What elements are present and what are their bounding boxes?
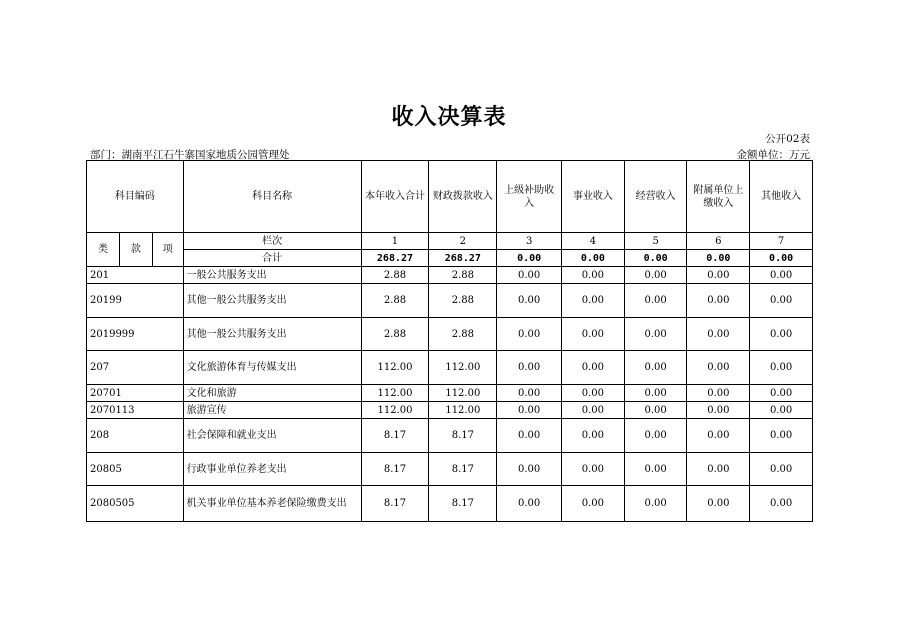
total-value: 0.00 <box>562 250 625 267</box>
form-number: 公开02表 <box>765 133 810 145</box>
row-name: 文化和旅游 <box>183 385 361 402</box>
row-code: 2019999 <box>87 318 184 351</box>
row-value: 0.00 <box>624 318 687 351</box>
row-name: 其他一般公共服务支出 <box>183 284 361 318</box>
row-code: 20701 <box>87 385 184 402</box>
row-value: 0.00 <box>687 284 750 318</box>
row-value: 0.00 <box>562 284 625 318</box>
total-value: 0.00 <box>624 250 687 267</box>
header-row <box>87 161 813 233</box>
row-value: 0.00 <box>497 351 562 385</box>
row-value: 2.88 <box>361 284 429 318</box>
row-value: 0.00 <box>562 267 625 284</box>
total-value: 268.27 <box>361 250 429 267</box>
table-row <box>87 351 813 385</box>
row-value: 0.00 <box>624 267 687 284</box>
col-num: 7 <box>750 233 813 250</box>
totals-label: 合计 <box>183 250 361 267</box>
header-total: 本年收入合计 <box>361 161 429 233</box>
row-value: 0.00 <box>497 486 562 522</box>
row-value: 0.00 <box>497 318 562 351</box>
income-table <box>86 160 813 522</box>
row-value: 0.00 <box>562 318 625 351</box>
row-value: 8.17 <box>361 453 429 486</box>
row-value: 0.00 <box>497 402 562 419</box>
row-name: 旅游宣传 <box>183 402 361 419</box>
header-kuan: 款 <box>119 233 152 267</box>
row-value: 0.00 <box>750 402 813 419</box>
row-code: 208 <box>87 419 184 453</box>
col-num: 6 <box>687 233 750 250</box>
header-name: 科目名称 <box>183 161 361 233</box>
row-name: 文化旅游体育与传媒支出 <box>183 351 361 385</box>
row-value: 0.00 <box>750 267 813 284</box>
header-other: 其他收入 <box>750 161 813 233</box>
row-value: 0.00 <box>624 385 687 402</box>
row-name: 其他一般公共服务支出 <box>183 318 361 351</box>
row-value: 8.17 <box>361 419 429 453</box>
table-body <box>87 267 813 522</box>
row-value: 0.00 <box>497 419 562 453</box>
row-value: 8.17 <box>361 486 429 522</box>
header-fiscal: 财政拨款收入 <box>429 161 497 233</box>
row-value: 112.00 <box>429 385 497 402</box>
row-value: 0.00 <box>562 402 625 419</box>
row-value: 0.00 <box>562 351 625 385</box>
row-value: 0.00 <box>562 453 625 486</box>
row-value: 0.00 <box>624 284 687 318</box>
col-num: 4 <box>562 233 625 250</box>
row-value: 112.00 <box>361 351 429 385</box>
col-num: 3 <box>497 233 562 250</box>
row-code: 2070113 <box>87 402 184 419</box>
row-value: 8.17 <box>429 453 497 486</box>
row-value: 0.00 <box>624 402 687 419</box>
total-value: 0.00 <box>750 250 813 267</box>
amount-unit-label: 金额单位：万元 <box>736 149 810 161</box>
row-value: 0.00 <box>750 453 813 486</box>
row-code: 201 <box>87 267 184 284</box>
row-value: 2.88 <box>361 318 429 351</box>
table-row <box>87 267 813 284</box>
row-name: 社会保障和就业支出 <box>183 419 361 453</box>
department-label: 部门：湖南平江石牛寨国家地质公园管理处 <box>90 149 290 161</box>
row-name: 机关事业单位基本养老保险缴费支出 <box>183 486 361 522</box>
header-lanci: 栏次 <box>183 233 361 250</box>
row-value: 0.00 <box>750 284 813 318</box>
total-value: 268.27 <box>429 250 497 267</box>
header-affiliated: 附属单位上缴收入 <box>687 161 750 233</box>
row-value: 0.00 <box>750 486 813 522</box>
row-value: 0.00 <box>687 318 750 351</box>
row-value: 0.00 <box>497 453 562 486</box>
row-value: 0.00 <box>750 385 813 402</box>
row-value: 0.00 <box>562 486 625 522</box>
row-value: 112.00 <box>429 402 497 419</box>
row-value: 0.00 <box>624 453 687 486</box>
col-num: 2 <box>429 233 497 250</box>
table-row <box>87 402 813 419</box>
table-row <box>87 284 813 318</box>
row-value: 0.00 <box>497 385 562 402</box>
row-value: 8.17 <box>429 419 497 453</box>
page-title: 收入决算表 <box>391 105 507 130</box>
row-value: 0.00 <box>687 351 750 385</box>
table-row <box>87 486 813 522</box>
row-value: 2.88 <box>429 318 497 351</box>
row-code: 20199 <box>87 284 184 318</box>
row-code: 20805 <box>87 453 184 486</box>
row-name: 行政事业单位养老支出 <box>183 453 361 486</box>
row-value: 0.00 <box>497 267 562 284</box>
row-value: 0.00 <box>624 486 687 522</box>
row-value: 112.00 <box>429 351 497 385</box>
header-operating: 经营收入 <box>624 161 687 233</box>
table-row <box>87 385 813 402</box>
row-value: 0.00 <box>750 318 813 351</box>
row-value: 0.00 <box>687 402 750 419</box>
row-value: 0.00 <box>750 351 813 385</box>
header-lei: 类 <box>87 233 120 267</box>
row-value: 2.88 <box>361 267 429 284</box>
col-num: 5 <box>624 233 687 250</box>
row-value: 2.88 <box>429 284 497 318</box>
row-value: 8.17 <box>429 486 497 522</box>
row-value: 0.00 <box>687 267 750 284</box>
totals-row <box>87 250 813 267</box>
row-value: 112.00 <box>361 385 429 402</box>
total-value: 0.00 <box>687 250 750 267</box>
header-superior: 上级补助收入 <box>497 161 562 233</box>
column-number-row <box>87 233 813 250</box>
row-code: 2080505 <box>87 486 184 522</box>
row-value: 0.00 <box>687 486 750 522</box>
row-value: 0.00 <box>624 419 687 453</box>
header-xiang: 项 <box>152 233 183 267</box>
table-row <box>87 453 813 486</box>
row-name: 一般公共服务支出 <box>183 267 361 284</box>
row-value: 2.88 <box>429 267 497 284</box>
row-value: 0.00 <box>687 419 750 453</box>
total-value: 0.00 <box>497 250 562 267</box>
row-value: 0.00 <box>624 351 687 385</box>
header-code: 科目编码 <box>87 161 184 233</box>
row-value: 112.00 <box>361 402 429 419</box>
table-row <box>87 419 813 453</box>
row-value: 0.00 <box>687 385 750 402</box>
row-value: 0.00 <box>562 385 625 402</box>
row-code: 207 <box>87 351 184 385</box>
row-value: 0.00 <box>562 419 625 453</box>
header-business: 事业收入 <box>562 161 625 233</box>
table-row <box>87 318 813 351</box>
row-value: 0.00 <box>497 284 562 318</box>
row-value: 0.00 <box>687 453 750 486</box>
col-num: 1 <box>361 233 429 250</box>
row-value: 0.00 <box>750 419 813 453</box>
